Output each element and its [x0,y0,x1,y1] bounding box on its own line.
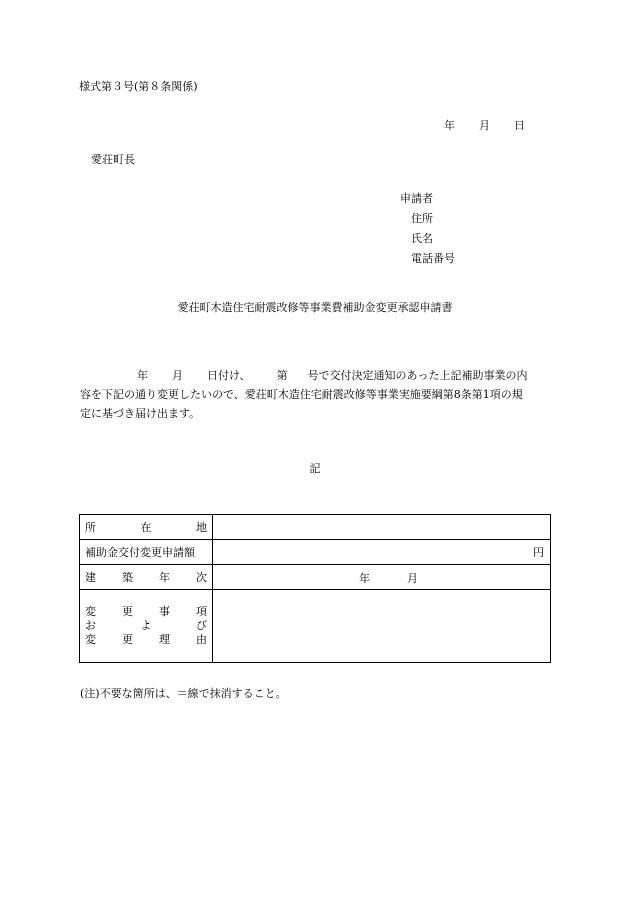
label-char: び [196,619,207,632]
applicant-phone-label: 電話番号 [411,252,455,265]
built-year-unit: 年 [359,572,370,585]
form-number: 様式第３号(第８条関係) [79,80,198,93]
label-char: 更 [122,605,133,618]
applicant-heading: 申請者 [400,192,433,205]
label-char: 年 [159,571,170,584]
body-line-3: 定に基づき届け出ます。 [80,407,201,420]
applicant-block [400,192,455,272]
label-char: 所 [85,521,96,534]
label-char: よ [140,619,152,632]
label-char: 事 [159,605,170,618]
label-char: 理 [159,633,170,646]
body-year: 年 [137,369,148,382]
amount-label [80,540,213,565]
body-line-2: 容を下記の通り変更したいので、愛荘町木造住宅耐震改修等事業実施要綱第8条第1項の規 [80,388,523,401]
body-day: 日付け、 [207,369,251,382]
table-row [80,540,551,565]
body-month: 月 [172,369,183,382]
date-day-label: 日 [514,119,525,132]
amount-label-text: 補助金交付変更申請額 [85,546,195,559]
label-char: 建 [85,571,96,584]
change-items-value[interactable] [213,590,551,663]
change-items-label [80,590,213,663]
body-dai: 第 [276,369,288,382]
built-year-label [80,565,213,590]
location-label [80,515,213,540]
document-title: 愛荘町木造住宅耐震改修等事業費補助金変更承認申請書 [177,301,453,314]
submission-date [444,119,525,133]
body-line-1-rest: 号で交付決定通知のあった上記補助事業の内 [307,369,528,382]
label-char: 在 [140,521,152,534]
detail-table [79,514,551,663]
label-char: 由 [196,633,207,646]
table-row [80,565,551,590]
label-char: 変 [85,605,96,618]
yen-unit: 円 [533,546,544,559]
label-char: 項 [196,605,207,618]
built-month-unit: 月 [407,572,418,585]
built-year-value[interactable] [213,565,551,590]
label-char: 地 [196,521,207,534]
label-char: 次 [196,571,207,584]
ki-heading: 記 [309,462,321,475]
table-row [80,590,551,663]
location-value[interactable] [213,515,551,540]
amount-value[interactable] [213,540,551,565]
note: (注)不要な箇所は、＝線で抹消すること。 [80,687,287,700]
body-line-1 [80,366,552,385]
date-year-label: 年 [444,119,455,132]
label-char: 変 [85,633,96,646]
addressee: 愛荘町長 [91,153,135,166]
label-char: 築 [122,571,133,584]
body-text [80,366,552,423]
applicant-address-label: 住所 [411,212,433,225]
label-char: 更 [122,633,133,646]
date-month-label: 月 [479,119,490,132]
label-char: お [85,619,96,632]
applicant-name-label: 氏名 [411,232,433,245]
table-row [80,515,551,540]
